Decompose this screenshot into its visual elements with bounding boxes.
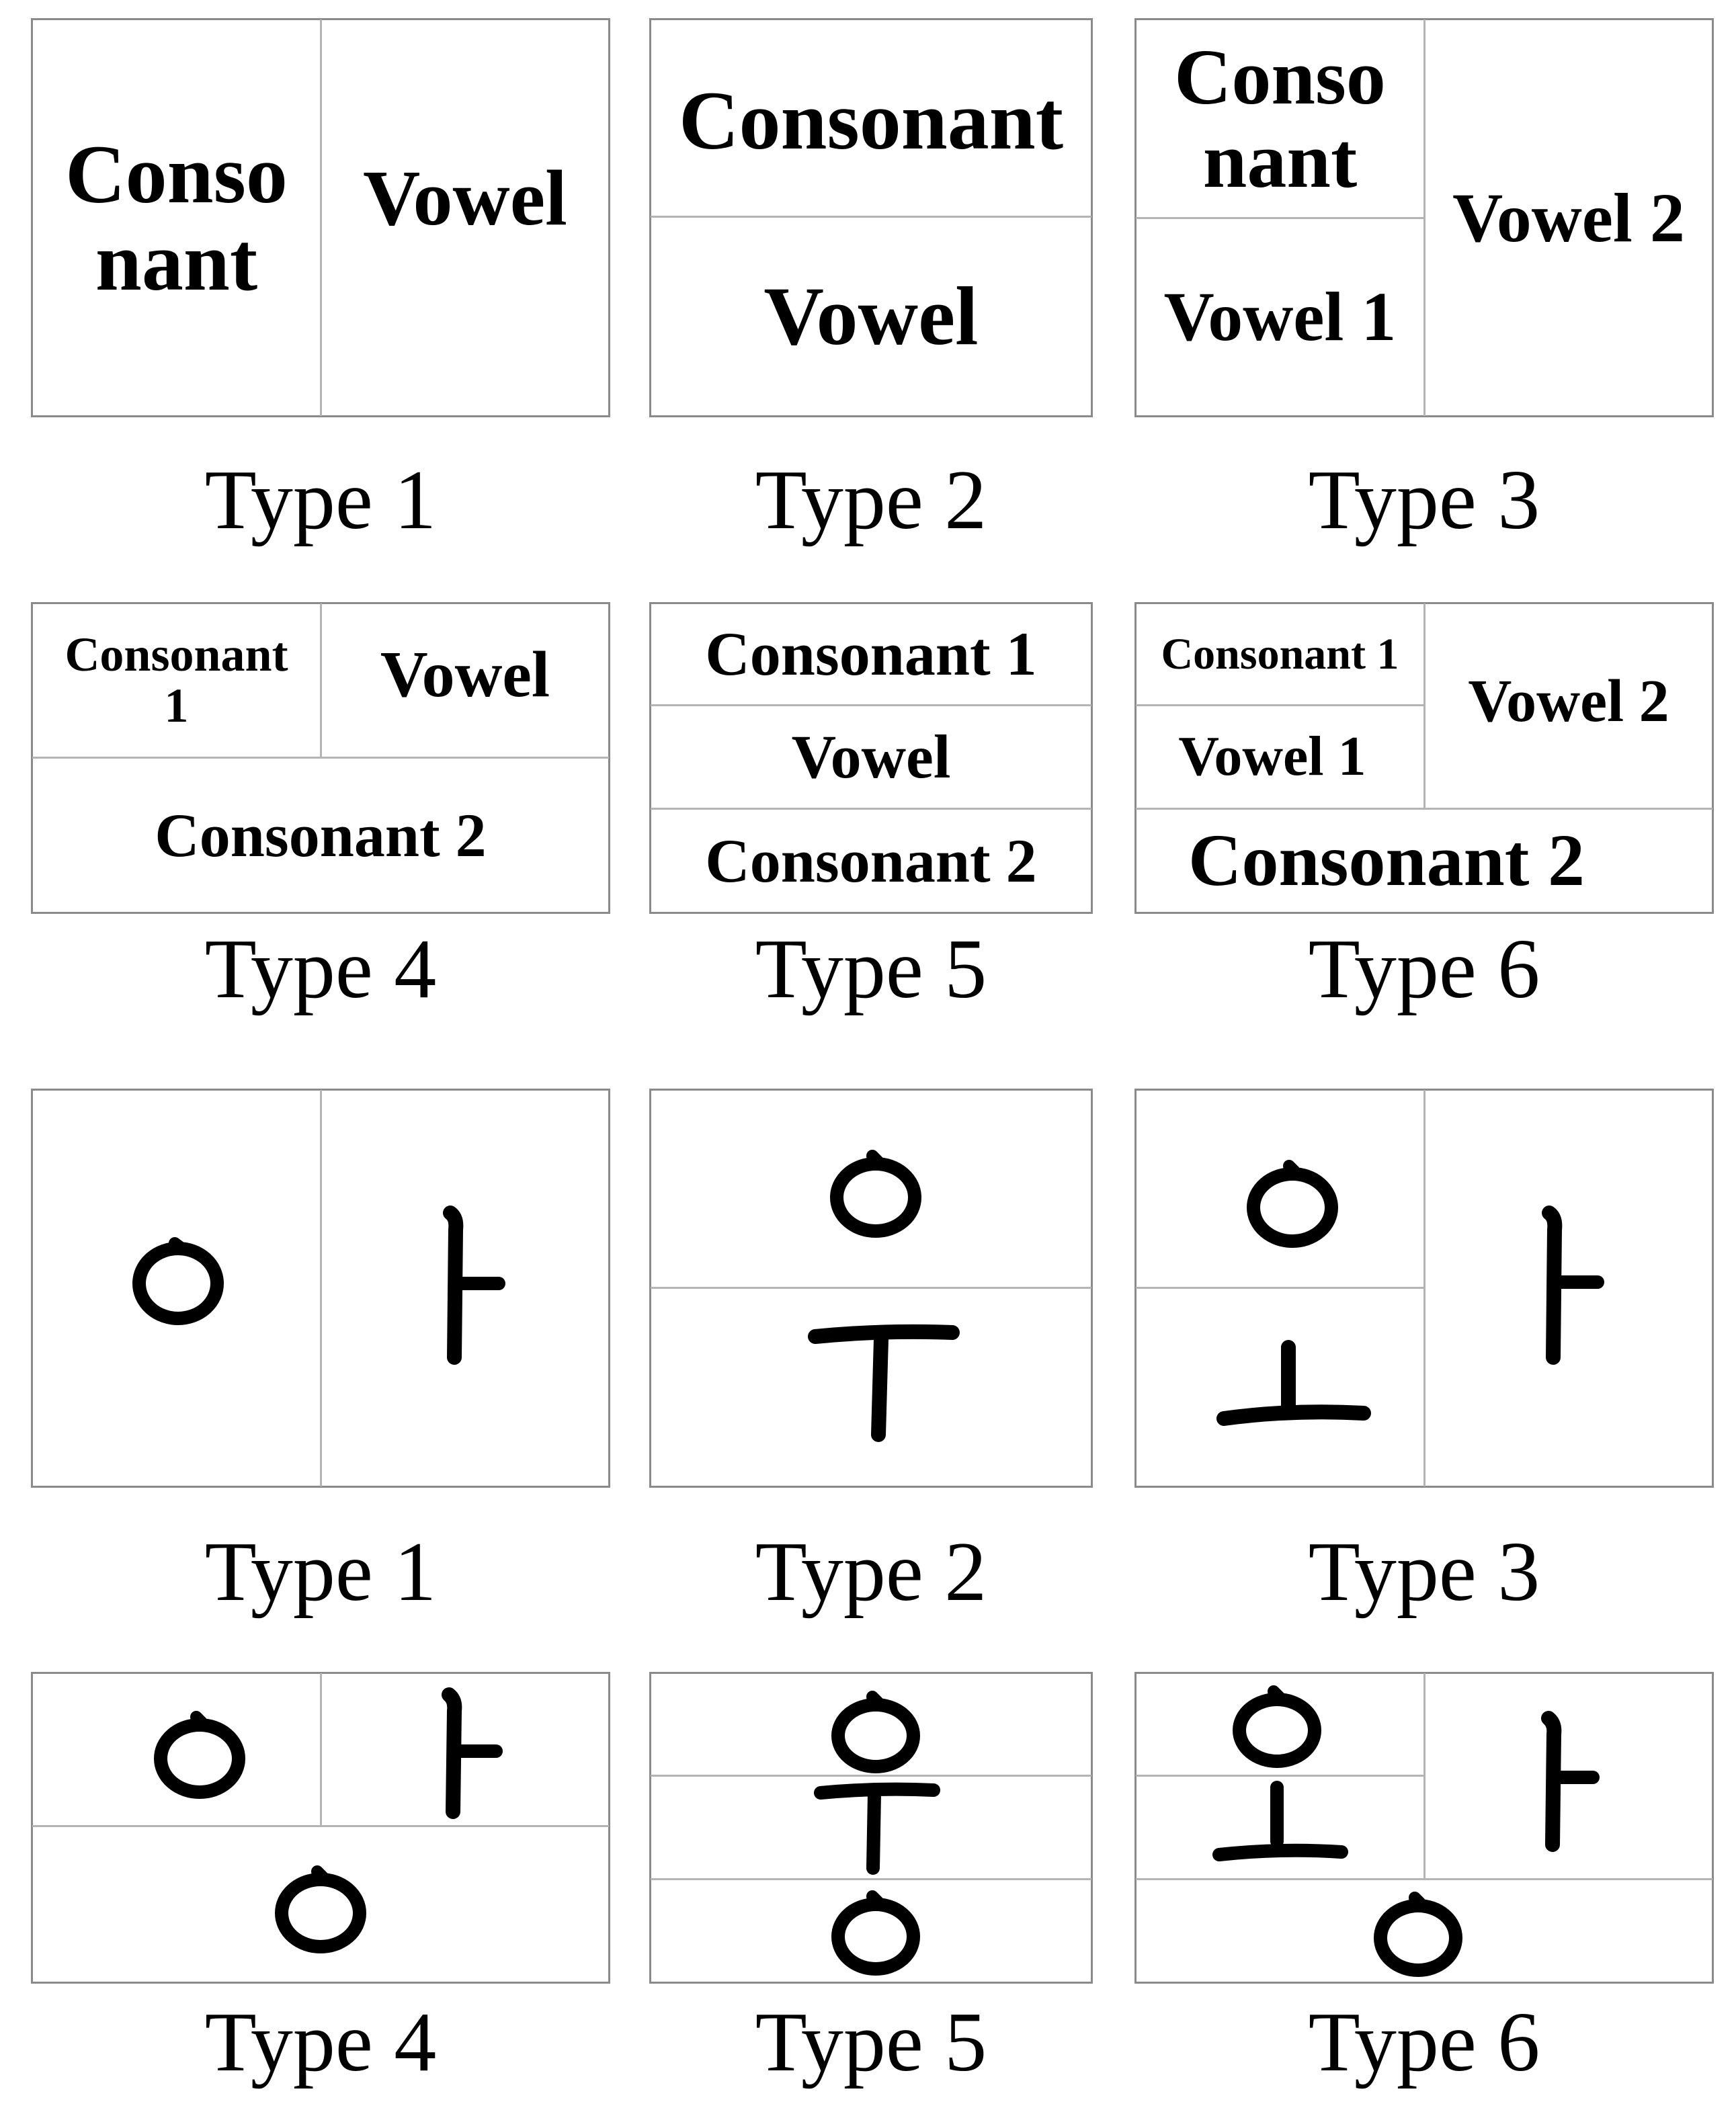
type6-consonant1-label: Consonant 1 — [1161, 629, 1399, 679]
type5-vowel-label: Vowel — [791, 722, 951, 792]
type4-consonant2-label: Consonant 2 — [155, 800, 487, 870]
type6-caption: Type 6 — [1308, 923, 1540, 1016]
divider — [1136, 1878, 1712, 1880]
type1-caption: Type 1 — [204, 454, 437, 547]
type2-glyph-caption: Type 2 — [755, 1525, 987, 1619]
type1-consonant-label: Conso nant — [65, 128, 288, 308]
type1-vowel-label: Vowel — [363, 154, 567, 243]
type3-glyph-caption: Type 3 — [1308, 1525, 1540, 1619]
ieung-icon — [825, 1142, 926, 1243]
ieung-icon — [128, 1230, 229, 1331]
ieung-icon — [825, 1683, 926, 1777]
divider — [320, 1090, 322, 1486]
vowel-u-icon — [803, 1320, 964, 1445]
type4-consonant1-label: Consonant 1 — [65, 627, 288, 732]
ieung-icon — [270, 1858, 371, 1959]
type1-glyph-caption: Type 1 — [204, 1525, 437, 1619]
divider — [1136, 1287, 1423, 1289]
divider — [1423, 1673, 1425, 1878]
ieung-icon — [1368, 1882, 1469, 1982]
type5-consonant2-label: Consonant 2 — [705, 826, 1037, 895]
vowel-a-icon — [1516, 1203, 1610, 1371]
type2-consonant-label: Consonant — [679, 74, 1063, 167]
type5-glyph-caption: Type 5 — [755, 1996, 987, 2089]
type5-consonant1-label: Consonant 1 — [705, 620, 1037, 689]
divider — [651, 1287, 1091, 1289]
divider — [1136, 1775, 1423, 1777]
type6-vowel2-label: Vowel 2 — [1468, 667, 1669, 734]
type5-caption: Type 5 — [755, 923, 987, 1016]
ieung-icon — [1242, 1152, 1343, 1253]
vowel-a-icon — [417, 1203, 511, 1371]
type3-vowel2-label: Vowel 2 — [1452, 179, 1685, 257]
type2-caption: Type 2 — [755, 454, 987, 547]
divider — [1423, 1090, 1425, 1486]
vowel-u-icon — [810, 1779, 944, 1877]
vowel-a-icon — [417, 1687, 511, 1821]
type6-vowel1-label: Vowel 1 — [1178, 725, 1366, 788]
type4-caption: Type 4 — [204, 923, 437, 1016]
type2-vowel-label: Vowel — [763, 269, 979, 362]
type6-consonant2-label: Consonant 2 — [1188, 819, 1585, 902]
type3-caption: Type 3 — [1308, 454, 1540, 547]
vowel-a-icon — [1518, 1710, 1605, 1855]
type6-glyph-caption: Type 6 — [1308, 1996, 1540, 2089]
type3-vowel1-label: Vowel 1 — [1163, 278, 1397, 356]
vowel-o-icon — [1213, 1334, 1374, 1435]
divider — [651, 1878, 1091, 1880]
ieung-icon — [149, 1703, 250, 1804]
type3-consonant-label: Conso nant — [1174, 32, 1386, 204]
divider — [32, 1825, 609, 1827]
ieung-icon — [825, 1882, 926, 1982]
type4-vowel-label: Vowel — [380, 638, 550, 711]
divider — [320, 1673, 322, 1826]
vowel-o-icon — [1210, 1781, 1351, 1868]
ieung-icon — [1227, 1678, 1327, 1772]
type4-glyph-caption: Type 4 — [204, 1996, 437, 2089]
